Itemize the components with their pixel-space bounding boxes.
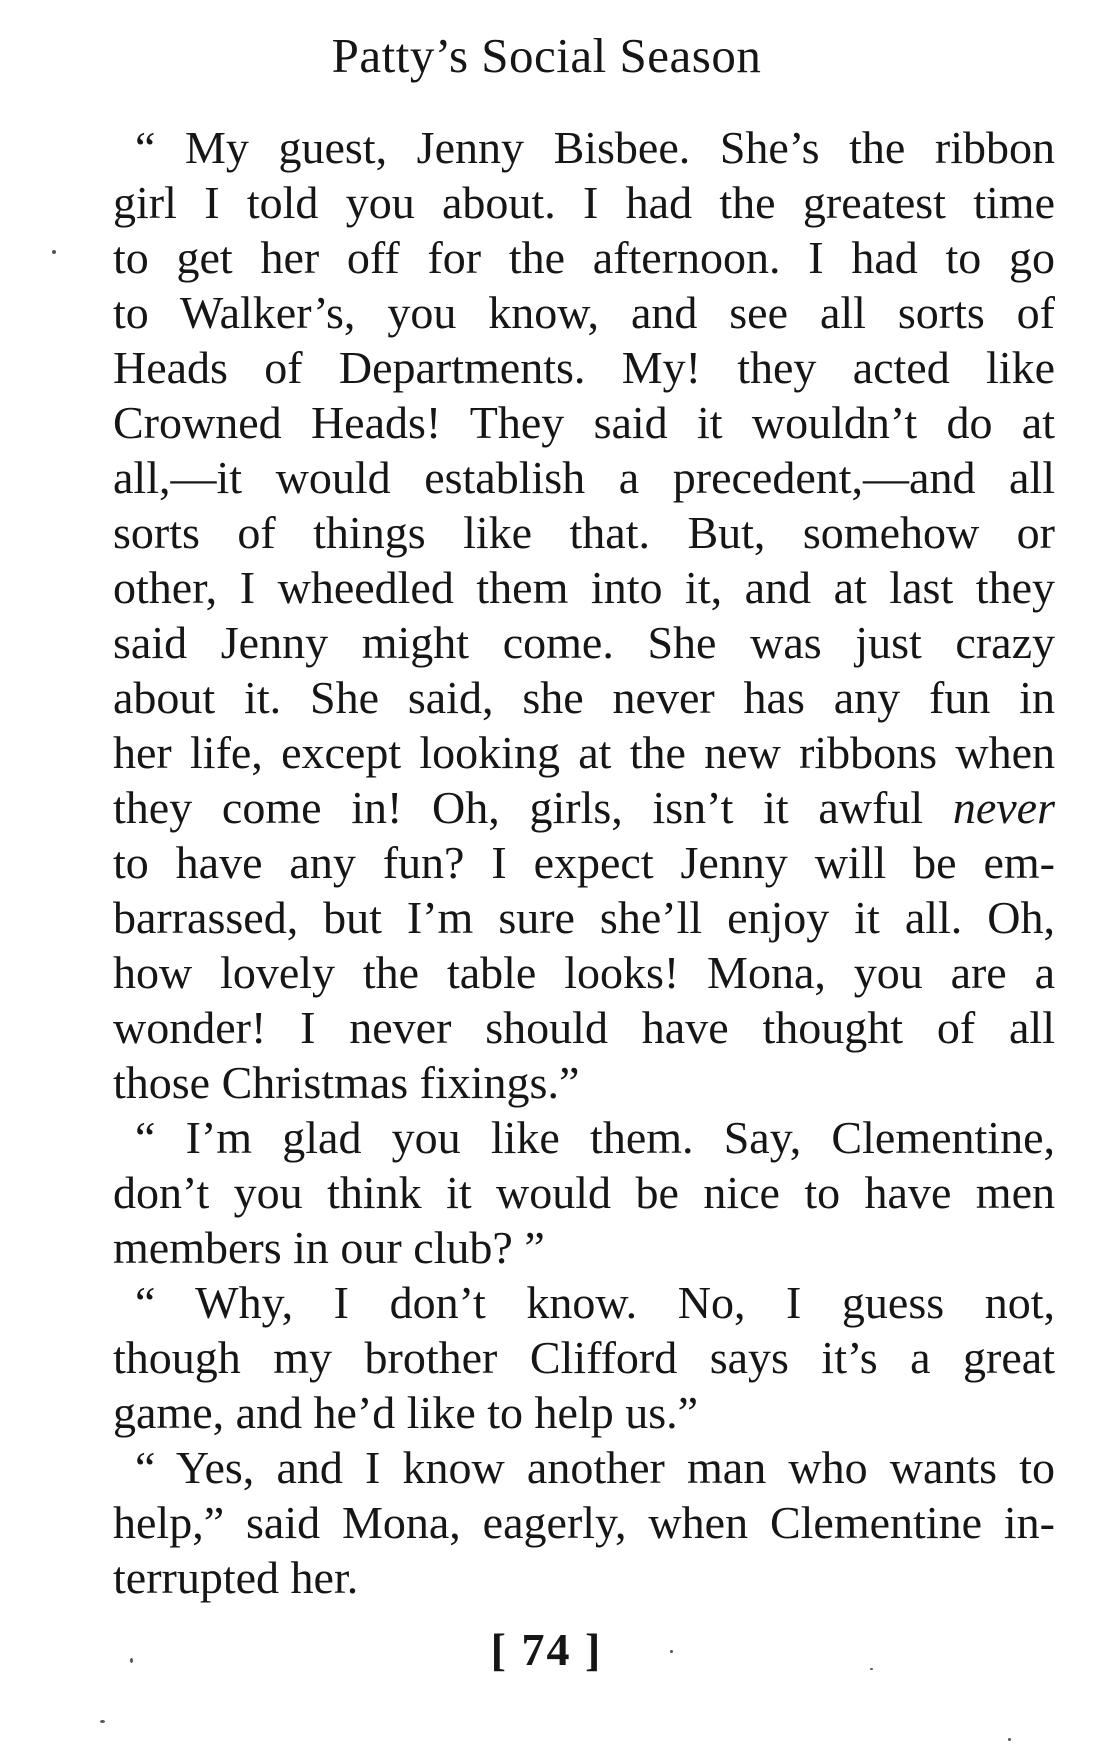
text-line: how lovely the table looks! Mona, you are a [113, 947, 1055, 998]
page-number: [ 74 ] [490, 1624, 603, 1675]
text-line: to get her off for the afternoon. I had to go [113, 232, 1055, 283]
text-line: about it. She said, she never has any fun in [113, 672, 1055, 723]
scan-speck [670, 1650, 673, 1653]
text-line: those Christmas fixings.” [113, 1057, 580, 1108]
text-line: sorts of things like that. But, somehow or [113, 507, 1055, 558]
text-line: Crowned Heads! They said it wouldn’t do at [113, 397, 1055, 448]
text-line: though my brother Clifford says it’s a great [113, 1332, 1055, 1383]
text-line: other, I wheedled them into it, and at last they [113, 562, 1055, 613]
text-run: they come in! Oh, girls, isn’t it awful [113, 782, 953, 833]
text-line: barrassed, but I’m sure she’ll enjoy it all. Oh, [113, 892, 1055, 943]
text-line [113, 780, 1055, 835]
scan-speck [130, 1658, 133, 1663]
scan-speck [1008, 1738, 1011, 1741]
text-line: girl I told you about. I had the greatest time [113, 177, 1055, 228]
scan-speck [100, 1720, 105, 1723]
italic-emphasis: never [952, 782, 1055, 833]
text-line: to have any fun? I expect Jenny will be em- [113, 837, 1055, 888]
text-line: “ Why, I don’t know. No, I guess not, [135, 1277, 1055, 1328]
text-line: help,” said Mona, eagerly, when Clementine in- [113, 1497, 1055, 1548]
text-line: members in our club? ” [113, 1222, 545, 1273]
text-line: “ My guest, Jenny Bisbee. She’s the ribbon [135, 122, 1055, 173]
text-line: wonder! I never should have thought of all [113, 1002, 1055, 1053]
text-line: “ I’m glad you like them. Say, Clementine, [135, 1112, 1055, 1163]
running-head: Patty’s Social Season [331, 28, 762, 83]
text-line: said Jenny might come. She was just crazy [113, 617, 1055, 668]
scan-speck [52, 250, 56, 254]
text-line: to Walker’s, you know, and see all sorts of [113, 287, 1055, 338]
text-line: game, and he’d like to help us.” [113, 1387, 699, 1438]
text-line: “ Yes, and I know another man who wants to [135, 1442, 1055, 1493]
text-line: don’t you think it would be nice to have men [113, 1167, 1055, 1218]
body-text [113, 120, 1055, 1605]
text-line: her life, except looking at the new ribbons when [113, 727, 1055, 778]
text-line: all,—it would establish a precedent,—and all [113, 452, 1055, 503]
scan-speck [870, 1668, 873, 1670]
text-line: terrupted her. [113, 1552, 359, 1603]
text-line: Heads of Departments. My! they acted like [113, 342, 1055, 393]
